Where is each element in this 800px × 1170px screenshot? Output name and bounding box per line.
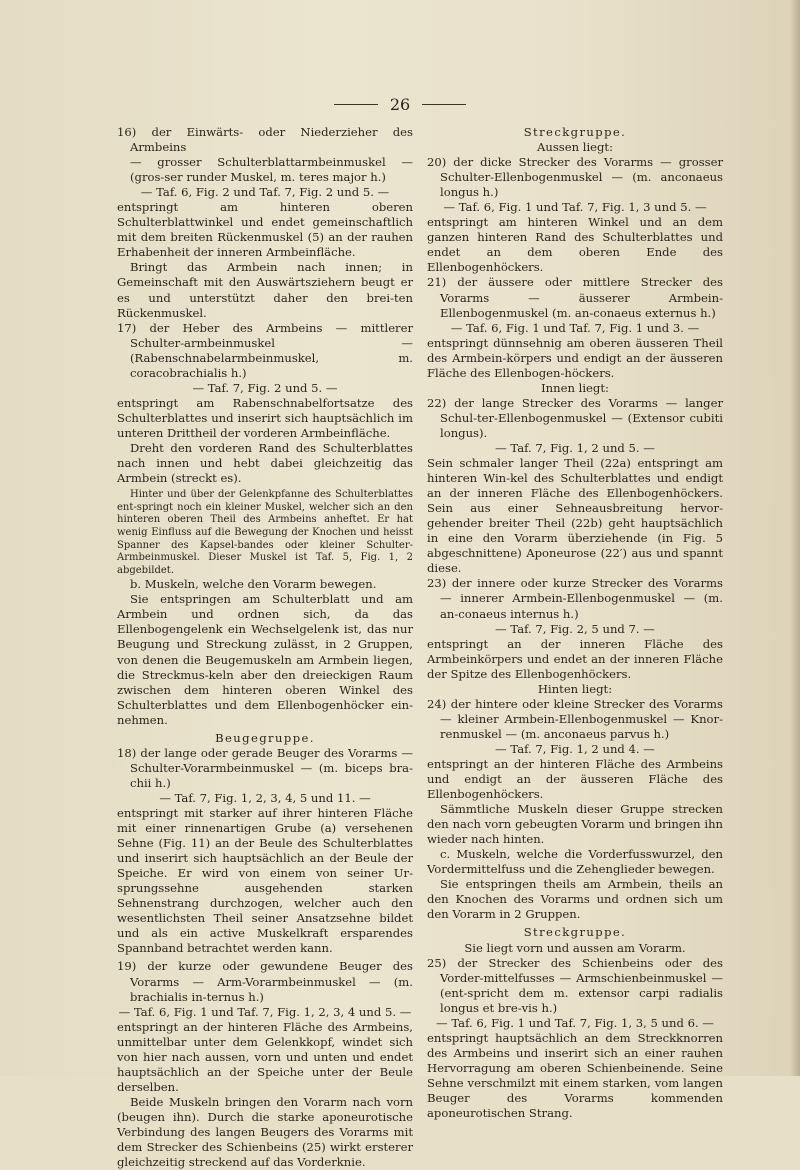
muscle-25-description: entspringt hauptsächlich an dem Streckknorren des Armbeins und inserirt sich an einer rauhen Hervorragung am oberen Schienbeinende. Seine Sehne verschmilzt mit einem starken, vom langen Beuger des Vorarms kommenden aponeurotischen Strang.: [427, 1030, 723, 1121]
muscle-17-heading: 17) der Heber des Armbeins — mittlerer Schulter-armbeinmuskel — (Rabenschnabelarmbeinmuskel, m. coracobrachialis h.): [117, 320, 413, 380]
aussen-label: Aussen liegt:: [536, 140, 614, 155]
muscle-17-description: entspringt am Rabenschnabelfortsatze des Schulterblattes und inserirt sich hauptsächlich im unteren Drittheil der vorderen Armbeinfläche.: [117, 395, 413, 440]
muscle-17-plate-ref: — Taf. 7, Fig. 2 und 5. —: [192, 380, 338, 395]
muscle-24-description: entspringt an der hinteren Fläche des Armbeins und endigt an der äusseren Fläche des Ellenbogenhöckers.: [427, 756, 723, 802]
page-edge-shadow: [790, 0, 800, 1076]
muscle-22-heading: 22) der lange Strecker des Vorarms — langer Schul-ter-Ellenbogenmuskel — (Extensor cubiti longus).: [427, 395, 723, 440]
small-note: Hinter und über der Gelenkpfanne des Schulterblattes ent-springt noch ein kleiner Muskel, welcher sich an den hinteren oberen Theil des Armbeins anheftet. Er hat wenig Einfluss auf die Bewegung der Knochen und heisst Spanner des Kapsel-bandes oder kleiner Schulter-Armbeinmuskel. Dieser Muskel ist Taf. 5, Fig. 1, 2 abgebildet.: [117, 489, 413, 576]
muscle-23-heading: 23) der innere oder kurze Strecker des Vorarms — innerer Armbein-Ellenbogenmuskel — (m. an-conaeus internus h.): [427, 576, 723, 621]
muscle-16-heading: 16) der Einwärts- oder Niederzieher des Armbeins: [117, 125, 413, 155]
page-number: 26: [389, 94, 411, 114]
muscle-19-description: entspringt an der hinteren Fläche des Armbeins, unmittelbar unter dem Gelenkkopf, windet sich von hier nach aussen, vorn und unten und endet hauptsächlich an der Speiche unter der Beule derselben.: [117, 1019, 413, 1094]
innen-label: Innen liegt:: [541, 380, 609, 395]
muscle-17-function: Dreht den vorderen Rand des Schulterblattes nach innen und hebt dabei gleichzeitig das Armbein (streckt es).: [117, 440, 413, 486]
section-b-heading: b. Muskeln, welche den Vorarm bewegen.: [130, 577, 377, 592]
section-b-text: Sie entspringen am Schulterblatt und am Armbein und ordnen sich, da das Ellenbogengelenk ein Wechselgelenk ist, das nur Beugung und Streckung zulässt, in 2 Gruppen, von denen die Beugemuskeln am Armbein liegen, die Streckmus-keln aber den dreieckigen Raum zwischen dem hinteren oberen Winkel des Schulterblattes und dem Ellenbogenhöcker ein-nehmen.: [117, 592, 413, 727]
muscle-25-heading: 25) der Strecker des Schienbeins oder des Vorder-mittelfusses — Armschienbeinmuskel — (ent-spricht dem m. extensor carpi radialis longus et bre-vis h.): [427, 955, 723, 1015]
muscle-19-plate-ref: — Taf. 6, Fig. 1 und Taf. 7, Fig. 1, 2, 3, 4 und 5. —: [118, 1004, 412, 1019]
muscle-23-description: entspringt an der inneren Fläche des Armbeinkörpers und endet an der inneren Fläche der Spitze des Ellenbogenhöckers.: [427, 636, 723, 681]
muscle-19-heading: 19) der kurze oder gewundene Beuger des Vorarms — Arm-Vorarmbeinmuskel — (m. brachialis in-ternus h.): [117, 959, 413, 1004]
beuge-group-heading: Beugegruppe.: [215, 730, 315, 745]
muscle-23-plate-ref: — Taf. 7, Fig. 2, 5 und 7. —: [495, 621, 655, 636]
muscle-16-function: Bringt das Armbein nach innen; in Gemeinschaft mit den Auswärtsziehern beugt er es und unterstützt daher den brei-ten Rückenmuskel.: [117, 260, 413, 320]
streck-group-2-heading: Streckgruppe.: [523, 925, 627, 940]
muscle-24-heading: 24) der hintere oder kleine Strecker des Vorarms — kleiner Armbein-Ellenbogenmuskel — Knor-renmuskel — (m. anconaeus parvus h.): [427, 696, 723, 741]
header-rule-right: [422, 104, 466, 105]
muscle-22-plate-ref: — Taf. 7, Fig. 1, 2 und 5. —: [495, 440, 655, 455]
muscle-25-plate-ref: — Taf. 6, Fig. 1 und Taf. 7, Fig. 1, 3, 5 und 6. —: [436, 1015, 714, 1030]
hinten-label: Hinten liegt:: [537, 681, 613, 696]
muscle-22-description: Sein schmaler langer Theil (22a) entspringt am hinteren Win-kel des Schulterblattes und endigt an der inneren Fläche des Ellenbogenhöckers. Sein aus einer Sehneausbreitung hervor-gehender breiter Theil (22b) geht hauptsächlich in eine den Vorarm überziehende (in Fig. 5 abgeschnittene) Aponeurose (22′) aus und spannt diese.: [427, 456, 723, 576]
muscle-20-description: entspringt am hinteren Winkel und an dem ganzen hinteren Rand des Schulterblattes und endet an dem oberen Ende des Ellenbogenhöckers.: [427, 215, 723, 275]
muscle-21-description: entspringt dünnsehnig am oberen äusseren Theil des Armbein-körpers und endigt an der äusseren Fläche des Ellenbogen-höckers.: [427, 335, 723, 380]
muscle-18-heading: 18) der lange oder gerade Beuger des Vorarms — Schulter-Vorarmbeinmuskel — (m. biceps bra-chii h.): [117, 745, 413, 790]
muscle-20-plate-ref: — Taf. 6, Fig. 1 und Taf. 7, Fig. 1, 3 und 5. —: [443, 200, 707, 215]
muscle-19-function: Beide Muskeln bringen den Vorarm nach vorn (beugen ihn). Durch die starke aponeurotische Verbindung des langen Beugers des Vorarms mit dem Strecker des Schienbeins (25) wirkt ersterer gleichzeitig streckend auf das Vorderknie.: [117, 1094, 413, 1170]
header-rule-left: [334, 104, 378, 105]
muscle-18-description: entspringt mit starker auf ihrer hinteren Fläche mit einer rinnenartigen Grube (a) versehenen Sehne (Fig. 11) an der Beule des Schulterblattes und inserirt sich hauptsächlich an der Beule der Speiche. Er wird von einem von seiner Ur-sprungssehne ausgehenden starken Sehnenstrang durchzogen, welcher auch den wesentlichsten Theil seiner Ansatzsehne bildet und als ein active Muskelkraft ersparendes Spannband betrachtet werden kann.: [117, 805, 413, 956]
streck-group-heading: Streckgruppe.: [523, 125, 627, 139]
muscle-16-plate-ref: — Taf. 6, Fig. 2 und Taf. 7, Fig. 2 und 5. —: [140, 185, 390, 200]
muscle-16-name: — grosser Schulterblattarmbeinmuskel — (gros-ser runder Muskel, m. teres major h.): [130, 155, 413, 185]
right-column: [427, 125, 723, 1121]
section-c-heading: c. Muskeln, welche die Vorderfusswurzel, den Vordermittelfuss und die Zehenglieder bewegen.: [427, 847, 723, 877]
muscle-24-plate-ref: — Taf. 7, Fig. 1, 2 und 4. —: [495, 741, 655, 756]
page-header: [0, 94, 800, 114]
section-c-text: Sie entspringen theils am Armbein, theils an den Knochen des Vorarms und ordnen sich um den Vorarm in 2 Gruppen.: [427, 877, 723, 922]
muscle-21-plate-ref: — Taf. 6, Fig. 1 und Taf. 7, Fig. 1 und 3. —: [450, 320, 700, 335]
muscle-21-heading: 21) der äussere oder mittlere Strecker des Vorarms — äusserer Armbein-Ellenbogenmuskel (m. an-conaeus externus h.): [427, 275, 723, 320]
muscle-16-description: entspringt am hinteren oberen Schulterblattwinkel und endet gemeinschaftlich mit dem breiten Rückenmuskel (5) an der rauhen Erhabenheit der inneren Armbeinfläche.: [117, 200, 413, 260]
muscle-24-function: Sämmtliche Muskeln dieser Gruppe strecken den nach vorn gebeugten Vorarm und bringen ihn wieder nach hinten.: [427, 802, 723, 847]
muscle-18-plate-ref: — Taf. 7, Fig. 1, 2, 3, 4, 5 und 11. —: [159, 790, 371, 805]
muscle-20-heading: 20) der dicke Strecker des Vorarms — grosser Schulter-Ellenbogenmuskel — (m. anconaeus longus h.): [427, 155, 723, 200]
streck-group-2-subtitle: Sie liegt vorn und aussen am Vorarm.: [464, 940, 686, 955]
left-column: [117, 125, 413, 1170]
